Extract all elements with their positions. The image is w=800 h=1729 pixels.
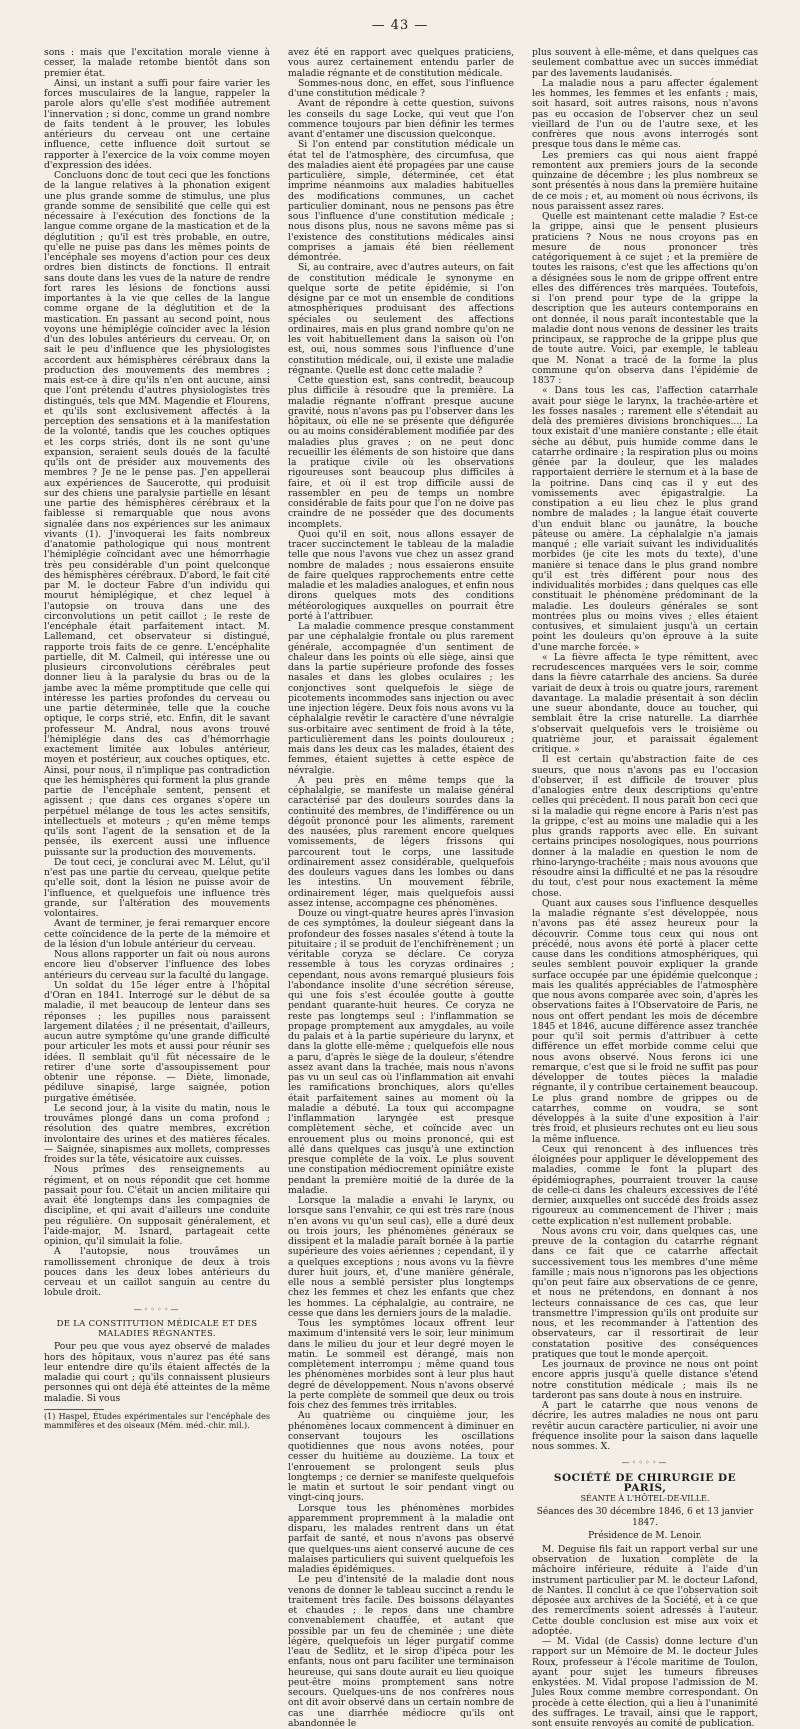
society-subtitle: SÉANTE À L'HÔTEL-DE-VILLE.: [580, 1494, 710, 1503]
paragraph: Concluons donc de tout ceci que les fonctions de la langue relatives à la phonation exigent une plus grande somme de stimulus, une plus grande somme de sensibilité que celle qui est nécessaire à l'exécution des fonctions de la langue comme organe de la mastication et de la déglutition ; qu'il est très probable, en outre, qu'elle ne puise pas dans les mêmes points de l'encéphale ses moyens d'action pour ces deux ordres bien distincts de fonctions. Il entrait sans doute dans les vues de la nature de rendre fort rares les lésions de fonctions aussi importantes à la vie que celles de la langue comme organe de la déglutition et de la mastication. En passant au second point, nous voyons une hémiplégie coïncider avec la lésion d'un des lobules antérieurs du cerveau. Or, on sait le peu d'influence que les physiologistes accordent aux hémisphères cérébraux dans la production des mouvements des membres ; mais est-ce à dire qu'ils n'en ont aucune, ainsi que l'ont prétendu d'autres physiologistes très distingués, tels que MM. Magendie et Flourens, et qu'ils sont exclusivement affectés à la perception des sensations et à la manifestation de la volonté, tandis que les couches optiques et les corps striés, dont ils ne sont qu'une expansion, seraient seuls doués de la faculté qu'ils ont de présider aux mouvements des membres ? Je ne le pense pas. J'en appellerai aux expériences de Saucerotte, qui produisit sur des chiens une paralysie partielle en lésant une partie des hémisphères cérébraux et la faiblesse si remarquable que nous avons signalée dans nos expériences sur les animaux vivants (1). J'invoquerai les faits nombreux d'anatomie pathologique qui nous montrent l'hémiplégie coïncidant avec une hémorrhagie très peu considérable d'un point quelconque des hémisphères cérébraux. D'abord, le fait cité par M. le docteur Fabre d'un individu qui mourut hémiplégique, et chez lequel à l'autopsie on trouva dans une des circonvolutions un petit caillot ; le reste de l'encéphale était parfaitement intact. M. Lallemand, cet observateur si distingué, rapporte trois faits de ce genre. L'encéphalite partielle, dit M. Calmeil, qui intéresse une ou plusieurs circonvolutions cérébrales peut donner lieu à la paralysie du bras ou de la jambe avec la même promptitude que celle qui intéresse les parties profondes du cerveau ou une partie déterminée, telle que la couche optique, le corps strié, etc. Enfin, dit le savant professeur M. Andral, nous avons trouvé l'hémiplégie dans des cas d'hémorrhagie exactement limitée aux lobules antérieur, moyen et postérieur, aux couches optiques, etc. Ainsi, pour nous, il n'implique pas contradiction que les hémisphères qui forment la plus grande partie de l'encéphale sentent, pensent et agissent ; que dans ces organes s'opère un perpétuel mélange de tous les actes sensitifs, intellectuels et moteurs ; qu'en même temps qu'ils sont l'agent de la sensation et de la pensée, ils exercent aussi une influence puissante sur la production des mouvements.: [44, 170, 270, 858]
section-ornament: —◦◦◦◦—: [133, 1304, 181, 1314]
paragraph: Un soldat du 15e léger entre à l'hôpital d'Oran en 1841. Interrogé sur le début de sa maladie, il met beaucoup de lenteur dans ses réponses ; les pupilles nous paraissent largement dilatées ; il ne présentait, d'ailleurs, aucun autre symptôme qu'une grande difficulté pour articuler les mots et aussi pour réunir ses idées. Il semblait qu'il fût nécessaire de le retirer d'une sorte d'assoupissement pour obtenir une réponse. — Diète, limonade, pédiluve sinapisé, large saignée, potion purgative émétisée.: [44, 979, 270, 1104]
paragraph: A part le catarrhe que nous venons de décrire, les autres maladies ne nous ont paru revêtir aucun caractère particulier, ni avoir une fréquence insolite pour la saison dans laquelle nous sommes. X.: [532, 1400, 758, 1452]
paragraph: « La fièvre affecta le type rémittent, avec recrudescences marquées vers le soir, comme dans la fièvre catarrhale des anciens. Sa durée variait de deux à trois ou quatre jours, rarement davantage. La maladie présentait à son déclin une sueur abondante, douce au toucher, qui semblait être la crise naturelle. La diarrhée s'observait quelquefois vers le troisième ou quatrième jour, et paraissait également critique. »: [532, 651, 758, 755]
section-ornament: —◦◦◦◦—: [621, 1458, 669, 1468]
page-number: — 43 —: [371, 18, 429, 33]
paragraph: Lorsque la maladie a envahi le larynx, ou lorsque sans l'envahir, ce qui est très rare (nous n'en avons vu qu'un seul cas), elle a duré deux ou trois jours, les phénomènes généraux se dissipent et la maladie paraît bornée à la partie supérieure des voies aériennes ; cependant, il y a quelques exceptions ; nous avons vu la fièvre durer huit jours, et, d'une manière générale, elle nous a semblé persister plus longtemps chez les femmes et chez les enfants que chez les hommes. La céphalalgie, au contraire, ne cesse que dans les derniers jours de la maladie.: [288, 1195, 514, 1319]
paragraph: Cette question est, sans contredit, beaucoup plus difficile à résoudre que la première. La maladie régnante n'offrant presque aucune gravité, nous n'avons pas pu l'observer dans les hôpitaux, où elle ne se présente que défigurée ou au moins considérablement modifiée par des maladies plus graves ; on ne peut donc recueillir les éléments de son histoire que dans la pratique civile où les observations rigoureuses sont beaucoup plus difficiles à faire, et où il est trop difficile aussi de rassembler en peu de temps un nombre considérable de faits pour que l'on ne doive pas craindre de ne posséder que des documents incomplets.: [288, 375, 514, 530]
paragraph: Le second jour, à la visite du matin, nous le trouvâmes plongé dans un coma profond ; résolution des quatre membres, excrétion involontaire des urines et des matières fécales. — Saignée, sinapismes aux mollets, compresses froides sur la tête, vésicatoire aux cuisses.: [44, 1102, 270, 1165]
footnote: (1) Haspel, Études expérimentales sur l'encéphale des mammifères et des oiseaux (Mém. méd.-chir. mil.).: [44, 1411, 270, 1430]
paragraph: Tous les symptômes locaux offrent leur maximum d'intensité vers le soir, leur minimum dans le milieu du jour et leur degré moyen le matin. Le sommeil est dérangé, mais non complètement interrompu ; même quand tous les phénomènes morbides sont à leur plus haut degré de développement. Nous n'avons observé la perte complète de sommeil que deux ou trois fois chez des femmes très irritables.: [288, 1318, 514, 1411]
paragraph: plus souvent à elle-même, et dans quelques cas seulement combattue avec un succès immédiat par des lavements laudanisés.: [532, 47, 758, 79]
column-3: [532, 47, 758, 1729]
paragraph: A l'autopsie, nous trouvâmes un ramollissement chronique de deux à trois pouces dans les deux lobes antérieurs du cerveau et un caillot sanguin au centre du lobule droit.: [44, 1246, 270, 1299]
paragraph: Si l'on entend par constitution médicale un état tel de l'atmosphère, des circumfusa, que des maladies aient été propagées par une cause particulière, simple, déterminée, cet état imprime néanmoins aux maladies habituelles des modifications communes, un cachet particulier dominant, nous ne pensons pas être sous l'influence d'une constitution médicale ; nous disons plus, nous ne savons même pas si l'existence des constitutions médicales ainsi comprises a jamais été bien réellement démontrée.: [288, 139, 514, 263]
paragraph: « Dans tous les cas, l'affection catarrhale avait pour siège le larynx, la trachée-artère et les fosses nasales ; rarement elle s'étendait au delà des premières divisions bronchiques.... La toux existait d'une manière constante ; elle était sèche au début, puis humide comme dans le catarrhe ordinaire ; la respiration plus ou moins gênée par la douleur, que les malades rapportaient derrière le sternum et à la base de la poitrine. Dans cinq cas il y eut des vomissements avec épigastralgie. La constipation a eu lieu chez le plus grand nombre de malades ; la langue était couverte d'un enduit blanc ou jaunâtre, la bouche pâteuse ou amère. La céphalalgie n'a jamais manqué ; elle variait suivant les individualités morbides (je cite les mots du texte), d'une manière si tenace dans le plus grand nombre qu'il est très différent pour nous des individualités morbides ; dans quelques cas elle constituait le phénomène prédominant de la maladie. Les douleurs générales se sont montrées plus ou moins vives ; elles étaient contusives, et simulaient jusqu'à un certain point les douleurs qu'on éprouve à la suite d'une marche forcée. »: [532, 385, 758, 653]
column-2: [288, 47, 514, 1729]
paragraph: Quant aux causes sous l'influence desquelles la maladie régnante s'est développée, nous n'avons pas été assez heureux pour la découvrir. Comme tous ceux qui nous ont précédé, nous avons été porté à placer cette cause dans les conditions atmosphériques, qui seules semblent pouvoir expliquer la grande surface occupée par une épidémie quelconque ; mais les qualités appréciables de l'atmosphère que nous avons comparée avec soin, d'après les observations faites à l'Observatoire de Paris, ne nous ont offert pendant les mois de décembre 1845 et 1846, aucune différence assez tranchée pour qu'il soit permis d'attribuer à cette différence un effet morbide comme celui que nous avons observé. Nous ferons ici une remarque, c'est que si le froid ne suffit pas pour développer de toutes pièces la maladie régnante, il y contribue certainement beaucoup. Le plus grand nombre de grippes ou de catarrhes, comme on voudra, se sont développés à la suite d'une exposition à l'air très froid, et plusieurs rechutes ont eu lieu sous la même influence.: [532, 897, 758, 1145]
paragraph: Sommes-nous donc, en effet, sous l'influence d'une constitution médicale ?: [288, 77, 514, 99]
paragraph: Pour peu que vous ayez observé de malades hors des hôpitaux, vous n'aurez pas été sans leur entendre dire qu'ils étaient affectés de la maladie qui court ; qu'ils connaissent plusieurs personnes qui ont déjà été atteintes de la même maladie. Si vous: [44, 1341, 270, 1404]
column-1: [44, 47, 270, 1430]
paragraph: Les premiers cas qui nous aient frappé remontent aux premiers jours de la seconde quinzaine de décembre ; les plus nombreux se sont présentés à nous dans la première huitaine de ce mois ; et, au moment où nous écrivons, ils nous paraissent assez rares.: [532, 149, 758, 212]
paragraph: Avant de répondre à cette question, suivons les conseils du sage Locke, qui veut que l'on commence toujours par bien définir les termes avant d'entamer une discussion quelconque.: [288, 98, 514, 140]
section-title: DE LA CONSTITUTION MÉDICALE ET DES MALADIES RÉGNANTES.: [56, 1318, 258, 1339]
paragraph: sons : mais que l'excitation morale vienne à cesser, la malade retombe bientôt dans son premier état.: [44, 47, 270, 79]
paragraph: Si, au contraire, avec d'autres auteurs, on fait de constitution médicale le synonyme en quelque sorte de petite épidémie, si l'on désigne par ce mot un ensemble de conditions atmosphériques produisant des affections spéciales ou seulement des affections ordinaires, mais en plus grand nombre qu'on ne les voit habituellement dans la saison où l'on est, oui, nous sommes sous l'influence d'une constitution médicale, oui, il existe une maladie régnante. Quelle est donc cette maladie ?: [288, 262, 514, 376]
session-dates: Séances des 30 décembre 1846, 6 et 13 janvier 1847.: [536, 1507, 754, 1528]
session-president: Présidence de M. Lenoir.: [588, 1531, 702, 1542]
footnote-divider: [44, 1409, 104, 1410]
paragraph: Ceux qui renoncent à des influences très éloignées pour appliquer le développement des maladies, comme le font la plupart des épidémiographes, pourraient trouver la cause de celle-ci dans les chaleurs excessives de l'été dernier, auxquelles ont succédé des froids assez rigoureux au commencement de l'hiver ; mais cette explication n'est nullement probable.: [532, 1143, 758, 1227]
paragraph: La maladie nous a paru affecter également les hommes, les femmes et les enfants ; mais, soit hasard, soit autres raisons, nous n'avons pas eu occasion de l'observer chez un seul vieillard de l'un ou de l'autre sexe, et les confrères que nous avons interrogés sont presque tous dans le même cas.: [532, 77, 758, 151]
paragraph: M. Deguise fils fait un rapport verbal sur une observation de luxation complète de la mâchoire inférieure, réduite à l'aide d'un instrument particulier par M. le docteur Lafond, de Nantes. Il conclut à ce que l'observation soit déposée aux archives de la Société, et à ce que des remercîments soient adressés à l'auteur. Cette double conclusion est mise aux voix et adoptée.: [532, 1543, 758, 1637]
paragraph: Nous prîmes des renseignements au régiment, et on nous répondit que cet homme passait pour fou. C'était un ancien militaire qui avait été longtemps dans les compagnies de discipline, et qui avait d'ailleurs une conduite peu régulière. On supposait généralement, et l'aide-major, M. Isnard, partageait cette opinion, qu'il simulait la folie.: [44, 1164, 270, 1247]
society-title: SOCIÉTÉ DE CHIRURGIE DE PARIS,: [553, 1471, 737, 1494]
paragraph: Quelle est maintenant cette maladie ? Est-ce la grippe, ainsi que le pensent plusieurs praticiens ? Nous ne nous croyons pas en mesure de nous prononcer très catégoriquement à ce sujet ; et la première de toutes les raisons, c'est que les affections qu'on a désignées sous le nom de grippe offrent entre elles des différences très marquées. Toutefois, si l'on prend pour type de la grippe la description que les auteurs contemporains en ont donnée, il nous paraît incontestable que la maladie dont nous venons de dessiner les traits principaux, se rapproche de la grippe plus que de toute autre. Voici, par exemple, le tableau que M. Nonat a tracé de la forme la plus commune qu'on observa dans l'épidémie de 1837 :: [532, 211, 758, 386]
paragraph: De tout ceci, je conclurai avec M. Lélut, qu'il n'est pas une partie du cerveau, quelque petite qu'elle soit, dont la lésion ne puisse avoir de l'influence, et quelquefois une influence très grande, sur l'altération des mouvements volontaires.: [44, 856, 270, 919]
paragraph: Nous avons cru voir, dans quelques cas, une preuve de la contagion du catarrhe régnant dans ce fait que ce catarrhe affectait successivement tous les membres d'une même famille ; mais nous n'ignorons pas les objections qu'on peut faire aux observations de ce genre, et nous ne prétendons, en donnant à nos lecteurs connaissance de ces cas, que leur transmettre l'impression qu'ils ont produite sur nous, et les recommander à l'attention des observateurs, car il ressortirait de leur constatation positive des conséquences pratiques que tout le monde aperçoit.: [532, 1225, 758, 1360]
paragraph: Avant de terminer, je ferai remarquer encore cette coïncidence de la perte de la mémoire et de la lésion d'un lobule antérieur du cerveau.: [44, 918, 270, 950]
paragraph: Les journaux de province ne nous ont point encore appris jusqu'à quelle distance s'étend notre constitution médicale ; mais ils ne tarderont pas sans doute à nous en instruire.: [532, 1359, 758, 1401]
paragraph: Quoi qu'il en soit, nous allons essayer de tracer succinctement le tableau de la maladie telle que nous l'avons vue chez un assez grand nombre de malades ; nous essaierons ensuite de faire quelques rapprochements entre cette maladie et les maladies analogues, et enfin nous dirons quelques mots des conditions météorologiques auxquelles on pourrait être porté à l'attribuer.: [288, 528, 514, 622]
paragraph: Douze ou vingt-quatre heures après l'invasion de ces symptômes, la douleur siégeant dans la profondeur des fosses nasales s'étend à toute la pituitaire ; il se produit de l'enchifrènement ; un véritable coryza se déclare. Ce coryza ressemble à tous les coryzas ordinaires ; cependant, nous avons remarqué plusieurs fois l'abondance insolite d'une sécrétion séreuse, qui une fois s'est écoulée goutte à goutte pendant quarante-huit heures. Ce coryza ne reste pas longtemps seul : l'inflammation se propage promptement aux amygdales, au voile du palais et à la partie supérieure du larynx, et dans la glotte elle-même ; quelquefois elle nous a paru, d'après le siège de la douleur, s'étendre assez avant dans la trachée, mais nous n'avons pas vu un seul cas où l'inflammation ait envahi les ramifications bronchiques, alors qu'elles était parfaitement saines au moment où la maladie a débuté. La toux qui accompagne l'inflammation laryngée est presque complètement sèche, et coïncide avec un enrouement plus ou moins prononcé, qui est allé dans quelques cas jusqu'à une extinction presque complète de la voix. Le plus souvent une constipation médiocrement opiniâtre existe pendant la première moitié de la durée de la maladie.: [288, 908, 514, 1196]
paragraph: Il est certain qu'abstraction faite de ces sueurs, que nous n'avons pas eu l'occasion d'observer, il est difficile de trouver plus d'analogies entre deux descriptions qu'entre celles qui précèdent. Il nous paraît bon ceci que si la maladie qui règne encore à Paris n'est pas la grippe, c'est au moins une maladie qui a les plus grands rapports avec elle. En suivant certains principes nosologiques, nous pourrions donner à la maladie en question le nom de rhino-laryngo-trachéite ; mais nous avouons que résoudre ainsi la difficulté et ne pas la résoudre du tout, c'est pour nous exactement la même chose.: [532, 754, 758, 899]
paragraph: Nous allons rapporter un fait où nous aurons encore lieu d'observer l'influence des lobes antérieurs du cerveau sur la faculté du langage.: [44, 949, 270, 981]
paragraph: Ainsi, un instant a suffi pour faire varier les forces musculaires de la langue, rappeler la parole alors qu'elle s'est modifiée autrement l'innervation ; si donc, comme un grand nombre de faits tendent à le prouver, les lobules antérieurs du cerveau ont une certaine influence, cette influence doit surtout se rapporter à l'exercice de la voix comme moyen d'expression des idées.: [44, 77, 270, 171]
paragraph: Au quatrième ou cinquième jour, les phénomènes locaux commencent à diminuer en conservant toujours les oscillations quotidiennes que nous avons notées, pour cesser du huitième au douzième. La toux et l'enrouement se prolongent seuls plus longtemps ; ce dernier se manifeste quelquefois le matin et surtout le soir pendant vingt ou vingt-cinq jours.: [288, 1410, 514, 1504]
paragraph: La maladie commence presque constamment par une céphalalgie frontale ou plus rarement générale, accompagnée d'un sentiment de chaleur dans les points où elle siège, ainsi que dans la partie supérieure profonde des fosses nasales et dans les globes oculaires ; les conjonctives sont quelquefois le siège de picotements incommodes sans injection ou avec une injection légère. Deux fois nous avons vu la céphalalgie revêtir le caractère d'une névralgie sus-orbitaire avec sentiment de froid à la tête, particulièrement dans les points douloureux ; mais dans les deux cas les malades, étaient des femmes, étaient sujettes à cette espèce de névralgie.: [288, 621, 514, 776]
paragraph: avez été en rapport avec quelques praticiens, vous aurez certainement entendu parler de maladie régnante et de constitution médicale.: [288, 47, 514, 79]
paragraph: Le peu d'intensité de la maladie dont nous venons de donner le tableau succinct a rendu le traitement très facile. Des boissons délayantes et chaudes ; le repos dans une chambre convenablement chauffée, et autant que possible par un feu de cheminée ; une diète légère, quelquefois un léger purgatif comme l'eau de Sedlitz, et le sirop d'ipéca pour les enfants, nous ont paru faciliter une terminaison heureuse, qui sans doute aurait eu lieu quoique peut-être moins promptement sans notre secours. Quelques-uns de nos confrères nous ont dit avoir observé dans un certain nombre de cas une diarrhée médiocre qu'ils ont abandonnée le: [288, 1574, 514, 1729]
paragraph: — M. Vidal (de Cassis) donne lecture d'un rapport sur un Mémoire de M. le docteur Jules Roux, professeur à l'école maritime de Toulon, ayant pour sujet les tumeurs fibreuses enkystées. M. Vidal propose l'admission de M. Jules Roux comme membre correspondant. On procède à cette élection, qui a lieu à l'unanimité des suffrages. Le travail, ainsi que le rapport, sont ensuite renvoyés au comité de publication.: [532, 1636, 758, 1729]
article-columns: [44, 47, 758, 1729]
paragraph: A peu près en même temps que la céphalalgie, se manifeste un malaise général caractérisé par des douleurs sourdes dans la continuité des membres, de l'indifférence ou un dégoût prononcé pour les aliments, rarement des nausées, plus rarement encore quelques vomissements, de légers frissons qui parcourent tout le corps, une lassitude ordinairement assez considérable, quelquefois des douleurs vagues dans les lombes ou dans les intestins. Un mouvement fébrile, ordinairement léger, mais quelquefois aussi assez intense, accompagne ces phénomènes.: [288, 774, 514, 909]
paragraph: Lorsque tous les phénomènes morbides apparemment propremment à la maladie ont disparu, les malades rentrent dans un état parfait de santé, et nous n'avons pas observé que quelques-uns aient conservé aucune de ces malaises particuliers qui suivent quelquefois les maladies épidémiques.: [288, 1502, 514, 1575]
